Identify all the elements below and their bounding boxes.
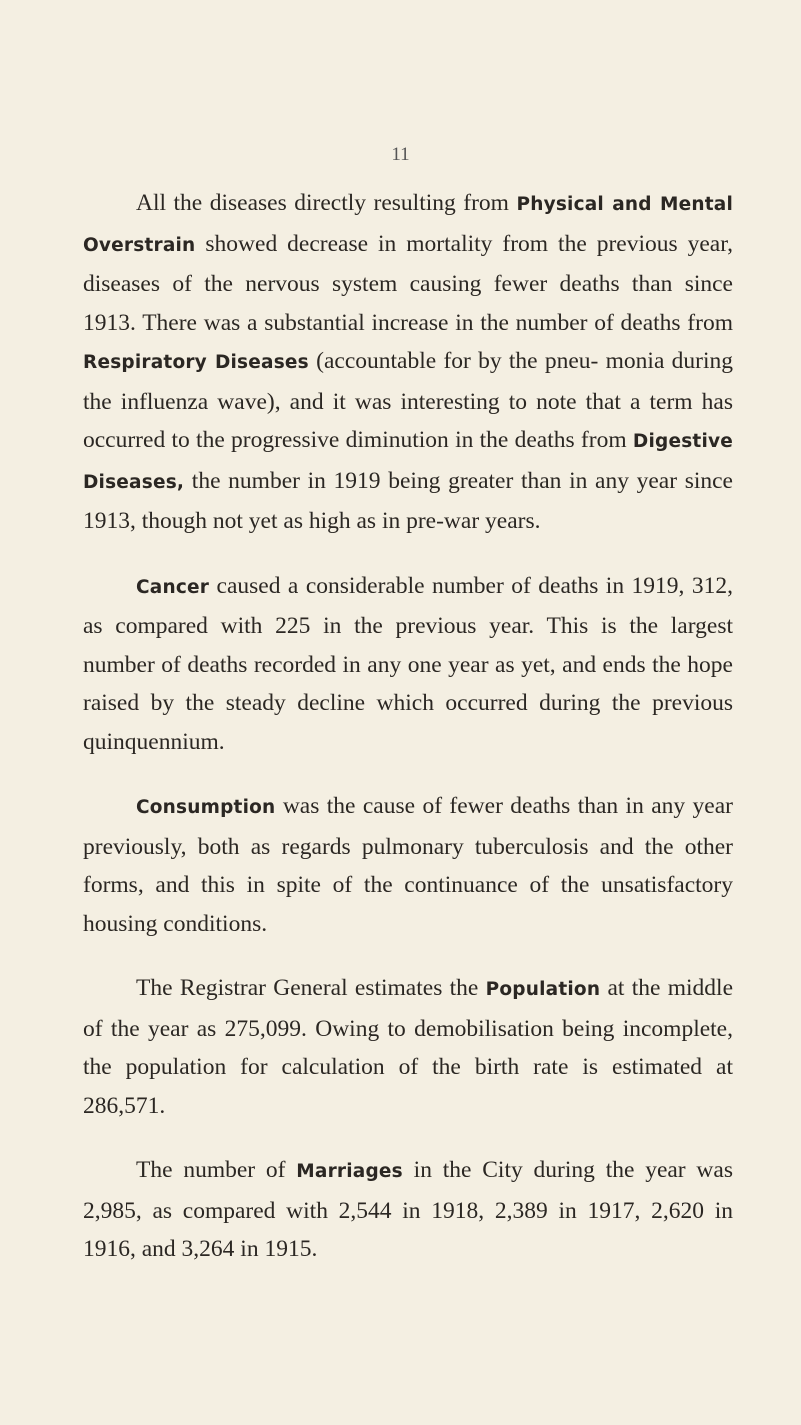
paragraph-cancer bbox=[83, 567, 733, 762]
text-run: The number of bbox=[136, 1157, 297, 1183]
paragraph-diseases bbox=[83, 184, 733, 541]
text-run: at the middle of the year as 275,099. Owing to demobilisation being incomplete, the population for calculation of the birth rate is estimated at 286,571. bbox=[83, 975, 734, 1119]
heading-cancer: Cancer bbox=[136, 576, 210, 598]
heading-consumption: Consumption bbox=[136, 797, 276, 818]
text-run: caused a considerable number of deaths in 1919, 312, as compared with 225 in the previous year. This is the largest number of deaths recorded in any one year as yet, and ends the hope raised by the steady decline which occurred during the previous quinquennium. bbox=[83, 572, 733, 755]
heading-marriages: Marriages bbox=[296, 1161, 403, 1182]
text-run: in the City during the year was 2,985, as compared with 2,544 in 1918, 2,389 in 1917, 2,620 in 1916, and 3,264 in 1915. bbox=[83, 1157, 733, 1262]
paragraph-marriages bbox=[83, 1151, 733, 1269]
paragraph-consumption bbox=[83, 787, 733, 943]
heading-digestive-diseases: Digestive Diseases, bbox=[83, 431, 733, 493]
text-run: was the cause of fewer deaths than in any year previously, both as regards pulmonary tuberculosis and the other forms, and this in spite of the continuance of the unsatisfactory housing conditions. bbox=[83, 793, 733, 937]
text-run: showed decrease in mortality from the previous year, diseases of the nervous system causing fewer deaths than since 1913. There was a substantial increase in the number of deaths from bbox=[83, 230, 733, 336]
heading-population: Population bbox=[485, 979, 601, 1000]
heading-physical-mental-overstrain: Physical and Mental Overstrain bbox=[83, 194, 733, 256]
page-number: 11 bbox=[391, 144, 410, 165]
text-run: (accountable for by the pneu- monia during the influenza wave), and it was interesting to note that a term has occurred to the progressive diminution in the deaths from bbox=[83, 348, 733, 453]
paragraph-population bbox=[83, 969, 733, 1125]
document-body bbox=[83, 184, 733, 1295]
text-run: All the diseases directly resulting from bbox=[136, 190, 517, 216]
heading-respiratory-diseases: Respiratory Diseases bbox=[83, 352, 309, 373]
text-run: The Registrar General estimates the bbox=[136, 975, 486, 1001]
text-run: the number in 1919 being greater than in any year since 1913, though not yet as high as in pre-war years. bbox=[83, 467, 733, 534]
